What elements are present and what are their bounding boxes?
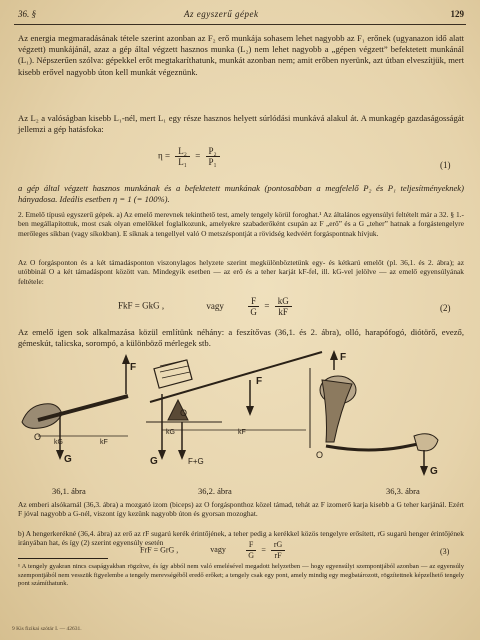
section-number: 36. § xyxy=(18,9,36,19)
label-O: O xyxy=(180,408,188,418)
equation-efficiency xyxy=(158,146,223,167)
numerator: L₂ xyxy=(175,146,190,157)
denominator: rF xyxy=(274,551,282,560)
label-O: O xyxy=(34,432,42,442)
denominator: P₁ xyxy=(208,157,217,167)
label-kF: kF xyxy=(238,429,246,436)
crate-slat xyxy=(160,366,188,372)
caption-36-3: 36,3. ábra xyxy=(386,486,420,496)
arrow-head xyxy=(158,450,166,460)
biceps xyxy=(322,380,352,442)
lever-bar xyxy=(150,352,322,402)
crate-slat xyxy=(162,372,190,378)
numerator: kG xyxy=(275,296,292,307)
arrow-head xyxy=(420,466,428,476)
forearm xyxy=(326,444,418,450)
page-number: 129 xyxy=(450,9,464,19)
label-O: O xyxy=(316,450,324,460)
label-kG: kG xyxy=(54,439,63,446)
denominator: G xyxy=(248,551,254,560)
fraction-power xyxy=(206,146,220,167)
label-G: G xyxy=(64,454,72,465)
arrow-head xyxy=(178,450,186,460)
eq-sign: = xyxy=(264,300,270,311)
label-kF: kF xyxy=(100,439,108,446)
eq-eta: η = xyxy=(158,150,171,161)
numerator: rG xyxy=(271,540,285,551)
eq-lever-left: FkF = GkG , xyxy=(118,300,165,311)
equation-lever xyxy=(118,296,295,317)
header-rule xyxy=(14,24,466,25)
footnote-rule xyxy=(18,558,108,559)
lever-figures xyxy=(10,350,472,480)
footnote: ¹ A tengely gyakran nincs csapágyakban rögzítve, és így abból nem való emelésével megadott helyzetben — hogy egyensúlyi szempontjából azonban — az egyensúly szempontjából nem vesszük figyelembe a tengely merevségéből eredő erőket; a tengely csak egy pont, amely mindig egy megbatározott, rögzítettnek képzelhető tengely pont számíthatunk. xyxy=(18,563,464,588)
numerator: F xyxy=(248,296,259,307)
paragraph-efficiency-def: a gép által végzett hasznos munkának és a befektetett munkának (pontosabban a megfelelő P₂ és P₁ teljesítményeknek) hányadosa. Ideális esetben η = 1 (= 100%). xyxy=(18,183,464,205)
label-F: F xyxy=(256,376,263,387)
label-kG: kG xyxy=(166,429,175,436)
eq-or: vagy xyxy=(210,545,226,555)
arrow-head xyxy=(330,350,338,360)
denominator: G xyxy=(250,307,257,317)
paragraph-lever-intro: 2. Emelő típusú egyszerű gépek. a) Az emelő merevnek tekinthető test, amely tengely körül foroghat.¹ Az általános egyensúlyi feltételt már a 32. § 1.-ben megállapítottuk, most csak olyan emelőkkel foglalkozunk, amelyekre szabaderőként csupán az F „erő” és a G „teher” hatnak a forgástengelyre merőleges síkban (vagy síkokban). E síknak a tengellyel való O metszéspontját a rövidség kedvéért forgáspontnak hívjuk. xyxy=(18,210,464,238)
label-F: F xyxy=(340,352,347,363)
fraction-work xyxy=(175,146,190,167)
equation-number-1: (1) xyxy=(440,160,451,170)
denominator: kF xyxy=(278,307,288,317)
numerator: P₂ xyxy=(206,146,220,157)
paragraph-lever-uses: Az emelő igen sok alkalmazása közül említünk néhány: a feszítővas (36,1. és 2. ábra), olló, harapófogó, diótörő, evező, gémeskút, talicska, sorompó, a különböző mérlegek stb. xyxy=(18,327,464,349)
fraction-arm xyxy=(275,296,292,317)
denominator: L₁ xyxy=(178,157,187,167)
fraction-radius xyxy=(271,540,285,561)
running-header xyxy=(14,9,466,23)
label-G: G xyxy=(430,466,438,477)
crate xyxy=(154,360,192,388)
figure-36-2 xyxy=(146,352,322,467)
label-G: G xyxy=(150,456,158,467)
crate-slat xyxy=(160,360,186,366)
fraction-force xyxy=(248,296,259,317)
figure-36-1 xyxy=(22,354,136,465)
fraction-force xyxy=(246,540,256,561)
paragraph-wheel: b) A hengerkerékné (36,4. ábra) az erő az rF sugarú kerék érintőjének, a teher pedig a kerékkel közös tengelyre erősített, rG sugarú henger érintőjének irányában hat, és így (2) szerint egyensúly esetén xyxy=(18,529,464,548)
equation-number-2: (2) xyxy=(440,303,451,313)
label-F: F xyxy=(130,362,137,373)
caption-36-2: 36,2. ábra xyxy=(198,486,232,496)
eq-wheel-left: FrF = GrG , xyxy=(140,545,179,555)
caption-36-1: 36,1. ábra xyxy=(52,486,86,496)
numerator: F xyxy=(246,540,256,551)
arrow-head xyxy=(246,406,254,416)
paragraph-efficiency: Az L₂ a valóságban kisebb L₁-nél, mert L₁ egy része hasznos helyett súrlódási munkává alakul át. A munkagép gazdaságosságát jellemzi a gép hatásfoka: xyxy=(18,113,464,135)
eq-sign: = xyxy=(261,545,266,555)
arrow-head xyxy=(122,354,130,364)
paragraph-energy: Az energia megmaradásának tétele szerint azonban az F₂ erő munkája sohasem lehet nagyobb az F₁ erőnek (ugyanazon idő alatt végzett) munkájánál, azaz a gép által végzett hasznos munka (L₂) nem lehet nagyobb a „gépen végzett” befektetett munkánál (L₁). Népszerűen szólva: gépekkel erőt megtakaríthatunk, munkát azonban nem; amit erőben nyerünk, azt útban elveszítjük, mert kisebb erővel nagyobb úton kell munkát végeznünk. xyxy=(18,33,464,77)
equation-number-3: (3) xyxy=(440,547,450,556)
paragraph-lever-types: Az O forgásponton és a két támadásponton viszonylagos helyzete szerint megkülönböztetünk egy- és kétkarú emelőt (pl. 36,1. és 2. ábra); az utóbbinál O a két támadáspont között van. Mindegyik esetben — az erő és a teher karját kF-fel, ill. kG-vel jelölve — az emelő egyensúlyának feltétele: xyxy=(18,258,464,286)
printer-footer: 9 Kis fizikai szótár I. — 42631. xyxy=(12,626,82,632)
eq-sign: = xyxy=(195,150,201,161)
equation-wheel xyxy=(140,540,288,561)
paragraph-forearm: Az emberi alsókarnál (36,3. ábra) a mozgató izom (biceps) az O forgásponthoz közel támad, tehát az F izomerő karja kisebb a G teher karjánál. Ezért F jóval nagyobb a G-nél, viszont így kezünk nagyobb úton és gyorsan mozoghat. xyxy=(18,500,464,519)
hand xyxy=(414,434,438,451)
running-title: Az egyszerű gépek xyxy=(184,9,259,19)
figure-36-3 xyxy=(310,350,438,477)
eq-or: vagy xyxy=(206,300,224,311)
arrow-head xyxy=(56,450,64,460)
label-F-plus-G: F+G xyxy=(188,457,204,466)
